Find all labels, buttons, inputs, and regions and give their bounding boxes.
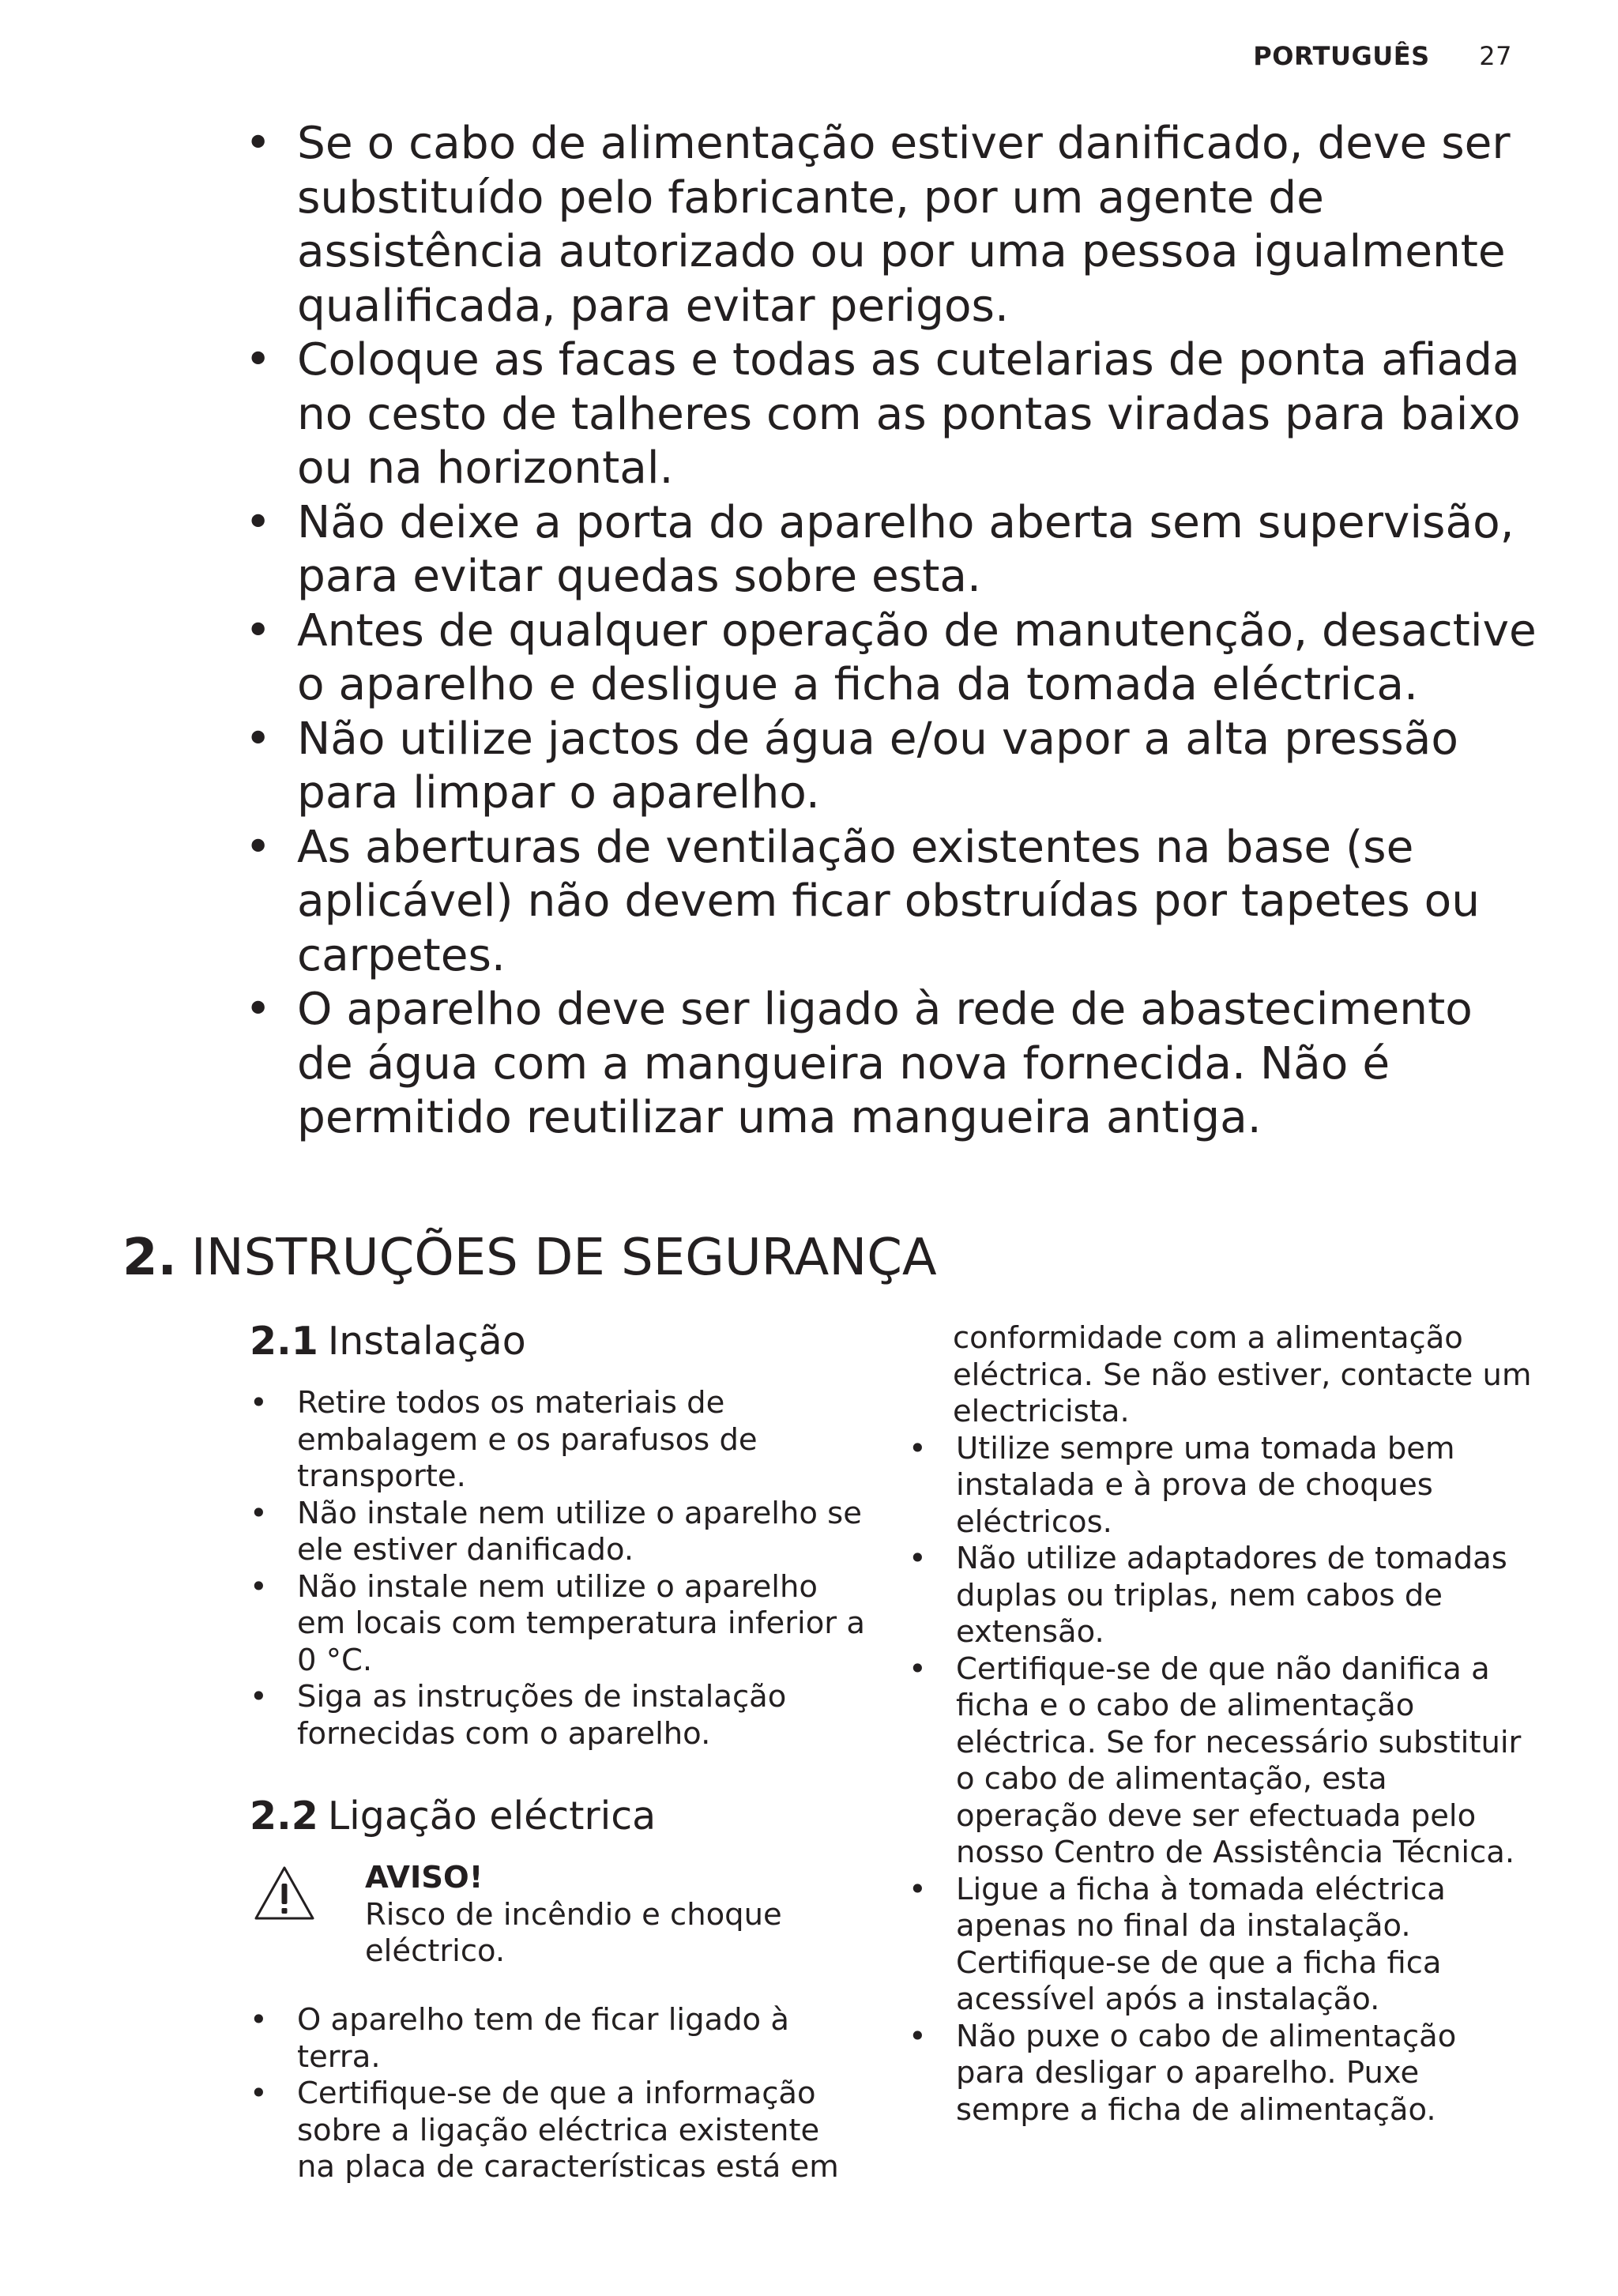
page-number: 27 <box>1479 41 1512 71</box>
page-header <box>1253 41 1512 71</box>
list-item: • Não deixe a porta do aparelho aberta sem supervisão, para evitar quedas sobre esta. <box>245 496 1541 604</box>
list-item: • Certifique-se de que não danifica a ficha e o cabo de alimentação eléctrica. Se for necessário substituir o cabo de alimentação, esta operação deve ser efectuada pelo nosso Centro de Assistência Técnica. <box>909 1651 1533 1872</box>
section-title: INSTRUÇÕES DE SEGURANÇA <box>190 1229 937 1287</box>
list-item: • Não puxe o cabo de alimentação para desligar o aparelho. Puxe sempre a ficha de alimentação. <box>909 2019 1533 2129</box>
list-item: • Utilize sempre uma tomada bem instalada e à prova de choques eléctricos. <box>909 1431 1533 1541</box>
subsection-title: Ligação eléctrica <box>327 1794 657 1839</box>
electrical-list-continued <box>909 1431 1533 2129</box>
list-item: • Não utilize jactos de água e/ou vapor a alta pressão para limpar o aparelho. <box>245 713 1541 821</box>
subsection-heading-electrical <box>250 1790 866 1842</box>
left-column <box>250 1315 866 2186</box>
electrical-list <box>250 2002 866 2186</box>
warning-triangle-icon <box>253 1865 316 1921</box>
language-label: PORTUGUÊS <box>1253 41 1430 71</box>
list-item: • Certifique-se de que a informação sobre a ligação eléctrica existente na placa de características está em <box>250 2076 866 2186</box>
list-item: • Antes de qualquer operação de manutenção, desactive o aparelho e desligue a ficha da tomada eléctrica. <box>245 604 1541 713</box>
list-item: • Não instale nem utilize o aparelho em locais com temperatura inferior a 0 °C. <box>250 1569 866 1680</box>
list-item: • Não utilize adaptadores de tomadas duplas ou triplas, nem cabos de extensão. <box>909 1541 1533 1651</box>
subsection-number: 2.1 <box>250 1319 318 1364</box>
right-column <box>909 1320 1533 2129</box>
subsection-number: 2.2 <box>250 1794 318 1839</box>
section-heading <box>122 1226 937 1289</box>
subsection-title: Instalação <box>327 1319 526 1364</box>
warning-text: Risco de incêndio e choque eléctrico. <box>365 1896 782 1969</box>
list-item: • Siga as instruções de instalação fornecidas com o aparelho. <box>250 1679 866 1752</box>
list-item: • O aparelho deve ser ligado à rede de abastecimento de água com a mangueira nova fornecida. Não é permitido reutilizar uma mangueira antiga. <box>245 983 1541 1146</box>
installation-list <box>250 1385 866 1752</box>
warning-box <box>250 1860 866 1970</box>
list-item: • O aparelho tem de ficar ligado à terra. <box>250 2002 866 2076</box>
list-item: • Ligue a ficha à tomada eléctrica apenas no final da instalação. Certifique-se de que a ficha fica acessível após a instalação. <box>909 1872 1533 2019</box>
section-number: 2. <box>122 1229 177 1287</box>
warning-label: AVISO! <box>365 1860 484 1895</box>
list-item: • Retire todos os materiais de embalagem e os parafusos de transporte. <box>250 1385 866 1496</box>
subsection-heading-installation <box>250 1315 866 1368</box>
list-item: • Se o cabo de alimentação estiver danificado, deve ser substituído pelo fabricante, por um agente de assistência autorizado ou por uma pessoa igualmente qualificada, para evitar perigos. <box>245 117 1541 333</box>
list-item: • Não instale nem utilize o aparelho se ele estiver danificado. <box>250 1496 866 1569</box>
list-item: • Coloque as facas e todas as cutelarias de ponta afiada no cesto de talheres com as pontas viradas para baixo ou na horizontal. <box>245 333 1541 496</box>
list-item: • As aberturas de ventilação existentes na base (se aplicável) não devem ficar obstruídas por tapetes ou carpetes. <box>245 821 1541 984</box>
safety-bullet-list <box>245 117 1541 1146</box>
continued-paragraph: conformidade com a alimentação eléctrica. Se não estiver, contacte um electricista. <box>953 1320 1532 1429</box>
